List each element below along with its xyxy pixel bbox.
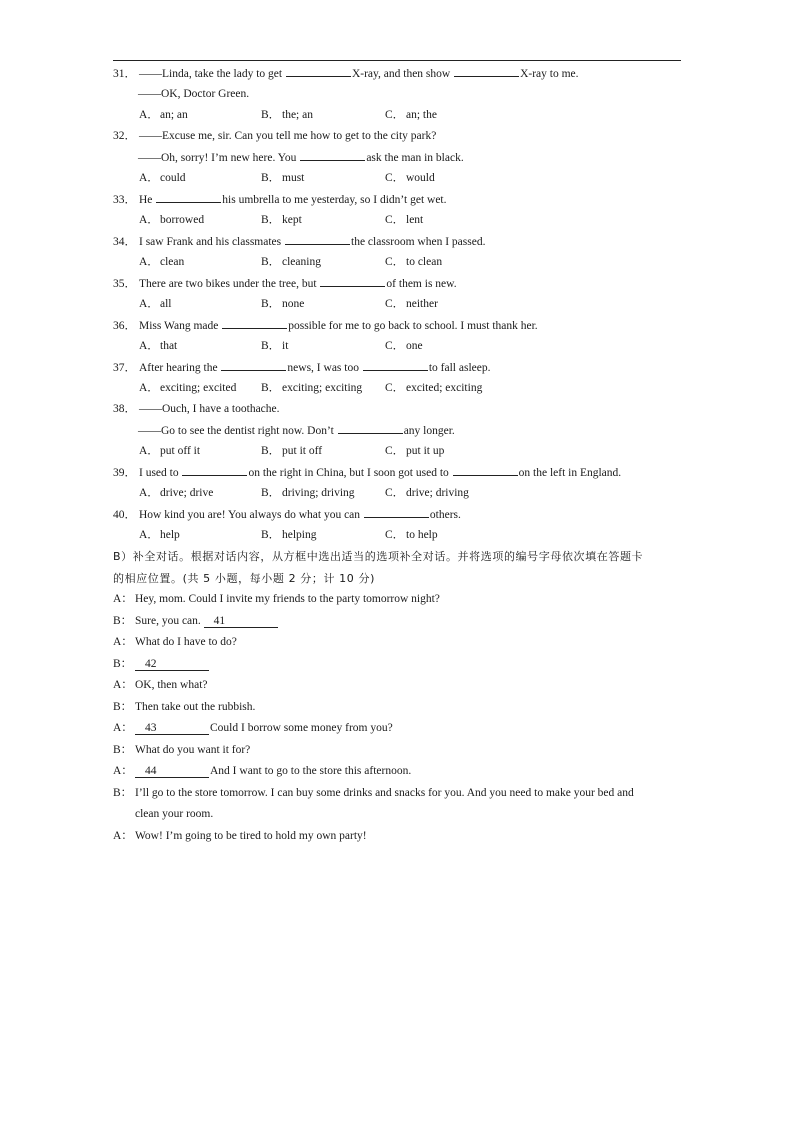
answer-blank[interactable] xyxy=(221,357,286,371)
question-text: ——Linda, take the lady to get xyxy=(139,68,285,80)
option-letter: C． xyxy=(385,487,405,499)
question-number: 37． xyxy=(113,362,136,374)
answer-blank[interactable] xyxy=(320,273,385,287)
answer-blank[interactable] xyxy=(286,63,351,77)
exam-content xyxy=(113,63,685,847)
option-b[interactable] xyxy=(261,168,304,189)
option-letter: B． xyxy=(261,256,281,268)
question-text: ——Ouch, I have a toothache. xyxy=(139,403,280,415)
options-row xyxy=(113,336,685,357)
option-letter: A． xyxy=(139,172,159,184)
question-text: How kind you are! You always do what you can xyxy=(139,509,363,521)
option-c[interactable] xyxy=(385,336,423,357)
speaker-label: A： xyxy=(113,679,133,691)
option-letter: C． xyxy=(385,382,405,394)
option-text: would xyxy=(406,172,435,184)
question-line xyxy=(113,315,685,336)
question-line xyxy=(113,399,685,420)
option-text: to clean xyxy=(406,256,443,268)
option-letter: C． xyxy=(385,109,405,121)
options-row xyxy=(113,483,685,504)
answer-blank[interactable] xyxy=(182,462,247,476)
question-line xyxy=(113,126,685,147)
dialogue-line xyxy=(113,697,685,719)
question-line xyxy=(113,63,685,84)
option-a[interactable] xyxy=(139,483,213,504)
dialogue-text: And I want to go to the store this afternoon. xyxy=(210,765,412,777)
top-rule xyxy=(113,60,681,61)
option-text: drive; drive xyxy=(160,487,214,499)
option-letter: A． xyxy=(139,256,159,268)
answer-blank[interactable] xyxy=(285,231,350,245)
option-a[interactable] xyxy=(139,294,172,315)
options-row xyxy=(113,441,685,462)
question-number: 40． xyxy=(113,509,136,521)
option-text: must xyxy=(282,172,305,184)
dialogue-line xyxy=(113,826,685,848)
option-letter: C． xyxy=(385,529,405,541)
option-a[interactable] xyxy=(139,252,184,273)
option-text: an; an xyxy=(160,109,188,121)
question-number: 35． xyxy=(113,278,136,290)
question-text: to fall asleep. xyxy=(428,362,491,374)
option-letter: B． xyxy=(261,382,281,394)
question-text: Miss Wang made xyxy=(139,320,222,332)
option-text: could xyxy=(160,172,186,184)
dialogue-text: Sure, you can. xyxy=(135,614,204,627)
question-line xyxy=(113,147,685,168)
answer-blank[interactable] xyxy=(338,420,403,434)
option-c[interactable] xyxy=(385,483,469,504)
question-number: 38． xyxy=(113,403,136,415)
option-b[interactable] xyxy=(261,210,302,231)
dialogue-text: What do I have to do? xyxy=(135,636,237,648)
option-a[interactable] xyxy=(139,378,236,399)
option-text: neither xyxy=(406,298,438,310)
option-text: that xyxy=(160,340,178,352)
speaker-label: A： xyxy=(113,722,133,734)
question-line xyxy=(113,231,685,252)
option-letter: C． xyxy=(385,340,405,352)
speaker-label: B： xyxy=(113,743,133,756)
question-line xyxy=(113,189,685,210)
option-text: excited; exciting xyxy=(406,382,483,394)
dialogue-text: OK, then what? xyxy=(135,679,208,691)
option-text: help xyxy=(160,529,180,541)
options-row xyxy=(113,210,685,231)
option-text: one xyxy=(406,340,423,352)
option-text: lent xyxy=(406,214,424,226)
question-text: on the left in England. xyxy=(518,467,622,479)
answer-blank[interactable] xyxy=(300,147,365,161)
speaker-label: B： xyxy=(113,614,133,627)
question-line xyxy=(113,357,685,378)
option-b[interactable] xyxy=(261,294,304,315)
option-a[interactable] xyxy=(139,168,186,189)
answer-blank[interactable] xyxy=(454,63,519,77)
option-text: put it off xyxy=(282,445,323,457)
option-text: put off it xyxy=(160,445,201,457)
option-letter: B． xyxy=(261,445,281,457)
option-c[interactable] xyxy=(385,252,442,273)
question-text: any longer. xyxy=(403,425,455,437)
question-text: ——Oh, sorry! I’m new here. You xyxy=(138,152,300,164)
option-c[interactable] xyxy=(385,105,437,126)
dialogue-line-cont: clean your room. xyxy=(135,808,214,820)
option-letter: A． xyxy=(139,298,159,310)
question-text: After hearing the xyxy=(139,362,221,374)
option-letter: A． xyxy=(139,214,159,226)
option-text: the; an xyxy=(282,109,313,121)
option-text: it xyxy=(282,340,289,352)
question-text: ——OK, Doctor Green. xyxy=(138,88,250,100)
option-b[interactable] xyxy=(261,441,322,462)
option-text: drive; driving xyxy=(406,487,469,499)
option-a[interactable] xyxy=(139,210,204,231)
option-text: exciting; exciting xyxy=(282,382,363,394)
option-b[interactable] xyxy=(261,483,355,504)
question-text: on the right in China, but I soon got used to xyxy=(248,467,452,479)
question-text: news, I was too xyxy=(287,362,362,374)
dialogue-line xyxy=(113,632,685,654)
option-c[interactable] xyxy=(385,168,435,189)
question-text: his umbrella to me yesterday, so I didn’t get wet. xyxy=(222,194,447,206)
option-letter: A． xyxy=(139,487,159,499)
option-letter: A． xyxy=(139,340,159,352)
answer-blank[interactable] xyxy=(156,189,221,203)
dialogue-text: What do you want it for? xyxy=(135,743,251,756)
option-b[interactable] xyxy=(261,105,313,126)
options-row xyxy=(113,378,685,399)
question-text: X-ray, and then show xyxy=(351,68,454,80)
question-text: X-ray to me. xyxy=(520,68,579,80)
option-letter: B． xyxy=(261,298,281,310)
option-a[interactable] xyxy=(139,105,188,126)
option-letter: B． xyxy=(261,487,281,499)
question-line xyxy=(113,504,685,525)
answer-blank[interactable] xyxy=(364,504,429,518)
question-text: others. xyxy=(429,509,461,521)
question-text: the classroom when I passed. xyxy=(351,236,486,248)
option-text: exciting; excited xyxy=(160,382,237,394)
option-letter: C． xyxy=(385,445,405,457)
dialogue-line xyxy=(113,718,685,740)
option-letter: B． xyxy=(261,214,281,226)
option-a[interactable] xyxy=(139,441,200,462)
options-row xyxy=(113,252,685,273)
option-letter: C． xyxy=(385,172,405,184)
option-text: helping xyxy=(282,529,317,541)
option-c[interactable] xyxy=(385,525,438,546)
question-line xyxy=(113,420,685,441)
answer-blank[interactable] xyxy=(453,462,518,476)
question-text: He xyxy=(139,194,156,206)
options-row xyxy=(113,168,685,189)
answer-blank[interactable] xyxy=(222,315,287,329)
question-number: 34． xyxy=(113,236,136,248)
option-text: to help xyxy=(406,529,438,541)
option-b[interactable] xyxy=(261,252,321,273)
option-letter: B． xyxy=(261,529,281,541)
options-row xyxy=(113,105,685,126)
question-line xyxy=(113,84,685,105)
dialogue-line xyxy=(113,675,685,697)
dialogue-line xyxy=(113,654,685,676)
option-c[interactable] xyxy=(385,378,482,399)
dialogue-text: Wow! I’m going to be tired to hold my own party! xyxy=(135,829,367,842)
question-number: 31． xyxy=(113,68,136,80)
question-text: There are two bikes under the tree, but xyxy=(139,278,320,290)
option-letter: A． xyxy=(139,529,159,541)
question-text: ask the man in black. xyxy=(366,152,464,164)
numbered-blank[interactable]: 43 xyxy=(135,721,209,735)
option-text: cleaning xyxy=(282,256,321,268)
option-b[interactable] xyxy=(261,336,288,357)
option-letter: A． xyxy=(139,445,159,457)
question-text: ——Go to see the dentist right now. Don’t xyxy=(138,425,337,437)
dialogue-line xyxy=(113,740,685,762)
option-letter: C． xyxy=(385,214,405,226)
option-letter: C． xyxy=(385,256,405,268)
option-b[interactable] xyxy=(261,525,317,546)
numbered-blank[interactable]: 44 xyxy=(135,764,209,778)
option-letter: A． xyxy=(139,382,159,394)
option-text: put it up xyxy=(406,445,445,457)
question-text: ——Excuse me, sir. Can you tell me how to get to the city park? xyxy=(139,130,437,142)
dialogue-text: Then take out the rubbish. xyxy=(135,700,256,713)
option-letter: B． xyxy=(261,340,281,352)
question-text: possible for me to go back to school. I must thank her. xyxy=(288,320,538,332)
option-text: none xyxy=(282,298,305,310)
option-c[interactable] xyxy=(385,294,438,315)
speaker-label: A： xyxy=(113,829,133,842)
answer-blank[interactable] xyxy=(363,357,428,371)
question-line xyxy=(113,462,685,483)
question-number: 32． xyxy=(113,130,136,142)
numbered-blank[interactable]: 42 xyxy=(135,657,209,671)
question-line xyxy=(113,273,685,294)
dialogue-line xyxy=(113,611,685,633)
numbered-blank[interactable]: 41 xyxy=(204,614,278,628)
option-a[interactable] xyxy=(139,336,177,357)
question-text: of them is new. xyxy=(386,278,457,290)
section-b-instructions-cont: 的相应位置。(共 5 小题，每小题 2 分；计 10 分) xyxy=(113,571,375,585)
speaker-label: A： xyxy=(113,593,133,605)
section-b-instructions: B）补全对话。根据对话内容，从方框中选出适当的选项补全对话。并将选项的编号字母依次填在答题卡 xyxy=(113,550,644,563)
option-text: kept xyxy=(282,214,302,226)
dialogue-line xyxy=(113,761,685,783)
dialogue-line xyxy=(113,589,685,611)
option-c[interactable] xyxy=(385,210,423,231)
option-letter: C． xyxy=(385,298,405,310)
speaker-label: B： xyxy=(113,700,133,713)
speaker-label: B： xyxy=(113,786,133,799)
dialogue-text: I’ll go to the store tomorrow. I can buy some drinks and snacks for you. And you need to make your bed and xyxy=(135,786,634,799)
option-text: clean xyxy=(160,256,185,268)
option-text: borrowed xyxy=(160,214,205,226)
question-number: 33． xyxy=(113,194,136,206)
option-letter: B． xyxy=(261,109,281,121)
options-row xyxy=(113,525,685,546)
option-text: driving; driving xyxy=(282,487,355,499)
option-letter: B． xyxy=(261,172,281,184)
dialogue-text: Could I borrow some money from you? xyxy=(210,722,393,734)
options-row xyxy=(113,294,685,315)
option-b[interactable] xyxy=(261,378,362,399)
option-a[interactable] xyxy=(139,525,180,546)
dialogue-line xyxy=(113,783,685,805)
speaker-label: B： xyxy=(113,657,133,670)
option-text: an; the xyxy=(406,109,437,121)
option-text: all xyxy=(160,298,172,310)
speaker-label: A： xyxy=(113,765,133,777)
option-letter: A． xyxy=(139,109,159,121)
option-c[interactable] xyxy=(385,441,444,462)
question-number: 36． xyxy=(113,320,136,332)
speaker-label: A： xyxy=(113,636,133,648)
dialogue-text: Hey, mom. Could I invite my friends to the party tomorrow night? xyxy=(135,593,440,605)
question-text: I saw Frank and his classmates xyxy=(139,236,284,248)
question-number: 39． xyxy=(113,467,136,479)
question-text: I used to xyxy=(139,467,182,479)
